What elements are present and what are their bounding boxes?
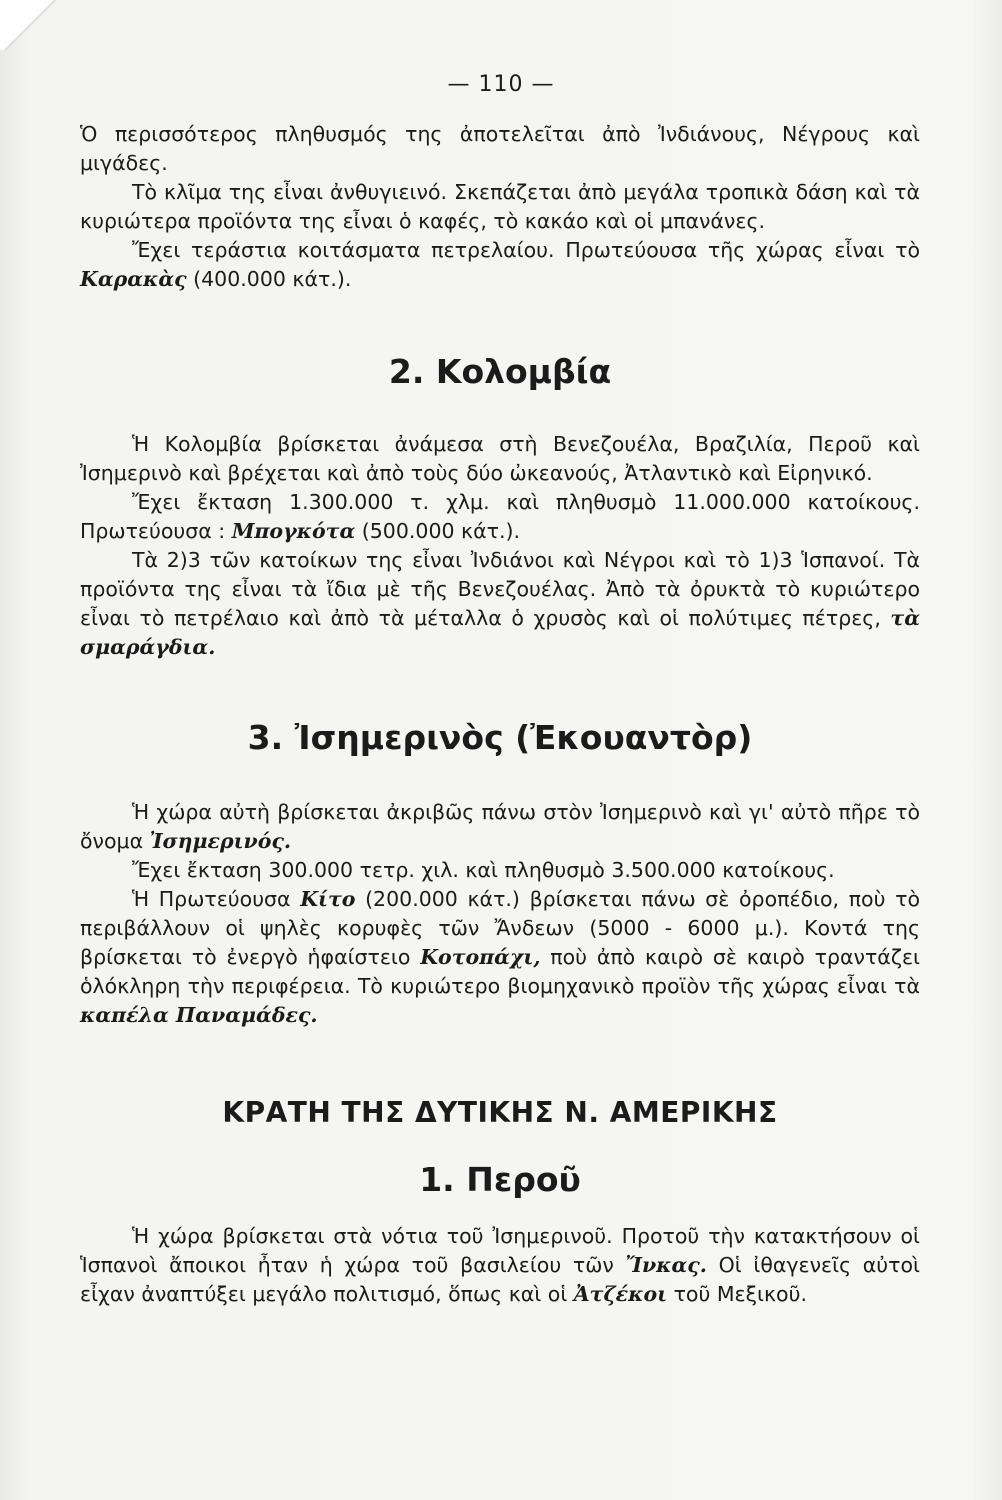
page-corner-fold xyxy=(0,0,60,50)
heading-peru: 1. Περοῦ xyxy=(419,1160,581,1199)
text-run: Τὰ 2)3 τῶν κατοίκων της εἶναι Ἰνδιάνοι καὶ Νέγροι καὶ τὸ 1)3 Ἱσπανοί. Τὰ προϊόντα της εἶναι τὰ ἴδια μὲ τῆς Βενεζουέλας. Ἀπὸ τὰ ὀρυκτὰ τὸ κυριώτερο εἶναι τὸ πετρέλαιο καὶ ἀπὸ τὰ μέταλλα ὁ χρυσὸς καὶ οἱ πολύτιμες πέτρες, xyxy=(80,548,920,630)
paragraph-ecuador-capital xyxy=(80,885,920,1030)
paragraph-population: Ὁ περισσότερος πληθυσμός της ἀποτελεῖται ἀπὸ Ἰνδιάνους, Νέγρους καὶ μιγάδες. xyxy=(80,122,920,175)
paragraph-colombia-area xyxy=(80,488,920,546)
text-run: Ἡ Πρωτεύουσα xyxy=(132,887,301,911)
emphasis: Ἴνκας. xyxy=(625,1253,707,1277)
emphasis: καπέλα Παναμάδες. xyxy=(80,1003,318,1027)
text-run: (200.000 κάτ.) βρίσκεται πάνω σὲ ὀροπέδιο, ποὺ τὸ περιβάλλουν οἱ ψηλὲς κορυφὲς τῶν Ἄνδεων (5000 - 6000 μ.). Κοντά της βρίσκεται τὸ ἐνεργὸ ἡφαίστειο xyxy=(80,887,920,969)
page-number: — 110 — xyxy=(447,72,555,97)
paragraph-oil xyxy=(80,236,920,294)
paragraph-colombia-products xyxy=(80,546,920,662)
paragraph-colombia-location: Ἡ Κολομβία βρίσκεται ἀνάμεσα στὴ Βενεζουέλα, Βραζιλία, Περοῦ καὶ Ἰσημερινὸ καὶ βρέχεται καὶ ἀπὸ τοὺς δύο ὠκεανούς, Ἀτλαντικὸ καὶ Εἰρηνικό. xyxy=(80,432,920,485)
text-run: Ἔχει τεράστια κοιτάσματα πετρελαίου. Πρωτεύουσα τῆς χώρας εἶναι τὸ xyxy=(132,238,920,262)
paragraph-ecuador-location xyxy=(80,798,920,856)
capital-name: Κίτο xyxy=(300,887,356,911)
text-run: (500.000 κάτ.). xyxy=(355,519,521,543)
emphasis: Ἰσημερινός. xyxy=(149,829,292,853)
text-run: Ἡ χώρα βρίσκεται στὰ νότια τοῦ Ἰσημερινοῦ. Προτοῦ τὴν κατακτήσουν οἱ Ἱσπανοὶ ἄποικοι ἦταν ἡ χώρα τοῦ βασιλείου τῶν xyxy=(80,1224,920,1277)
capital-name: Καρακὰς xyxy=(80,267,187,291)
heading-colombia: 2. Κολομβία xyxy=(388,352,612,391)
text-run: ποὺ ἀπὸ καιρὸ σὲ καιρὸ τραντάζει ὁλόκληρη τὴν περιφέρεια. Τὸ κυριώτερο βιομηχανικὸ προϊὸν τῆς χώρας εἶναι τὰ xyxy=(80,945,920,998)
heading-ecuador: 3. Ἰσημερινὸς (Ἐκουαντὸρ) xyxy=(247,718,753,757)
text-run: (400.000 κάτ.). xyxy=(186,267,352,291)
emphasis: τὰ σμαράγδια. xyxy=(80,606,920,659)
emphasis: Ἀτζέκοι xyxy=(573,1282,668,1306)
text-run: Ἡ χώρα αὐτὴ βρίσκεται ἀκριβῶς πάνω στὸν Ἰσημερινὸ καὶ γι' αὐτὸ πῆρε τὸ ὄνομα xyxy=(80,800,920,853)
paragraph-peru xyxy=(80,1222,920,1309)
paragraph-climate: Τὸ κλῖμα της εἶναι ἀνθυγιεινό. Σκεπάζεται ἀπὸ μεγάλα τροπικὰ δάση καὶ τὰ κυριώτερα προϊόντα της εἶναι ὁ καφές, τὸ κακάο καὶ οἱ μπανάνες. xyxy=(80,180,920,233)
section-heading: ΚΡΑΤΗ ΤΗΣ ΔΥΤΙΚΗΣ Ν. ΑΜΕΡΙΚΗΣ xyxy=(222,1096,778,1129)
capital-name: Μπογκότα xyxy=(231,519,356,543)
paragraph-ecuador-area: Ἔχει ἔκταση 300.000 τετρ. χιλ. καὶ πληθυσμὸ 3.500.000 κατοίκους. xyxy=(132,858,835,882)
text-run: τοῦ Μεξικοῦ. xyxy=(667,1282,807,1306)
volcano-name: Κοτοπάχι, xyxy=(420,945,541,969)
text-run: Ἔχει ἔκταση 1.300.000 τ. χλμ. καὶ πληθυσμὸ 11.000.000 κατοίκους. Πρωτεύουσα : xyxy=(80,490,920,543)
page-body xyxy=(80,120,920,1309)
text-run: Οἱ ἰθαγενεῖς αὐτοὶ εἶχαν ἀναπτύξει μεγάλο πολιτισμό, ὅπως καὶ οἱ xyxy=(80,1253,920,1306)
